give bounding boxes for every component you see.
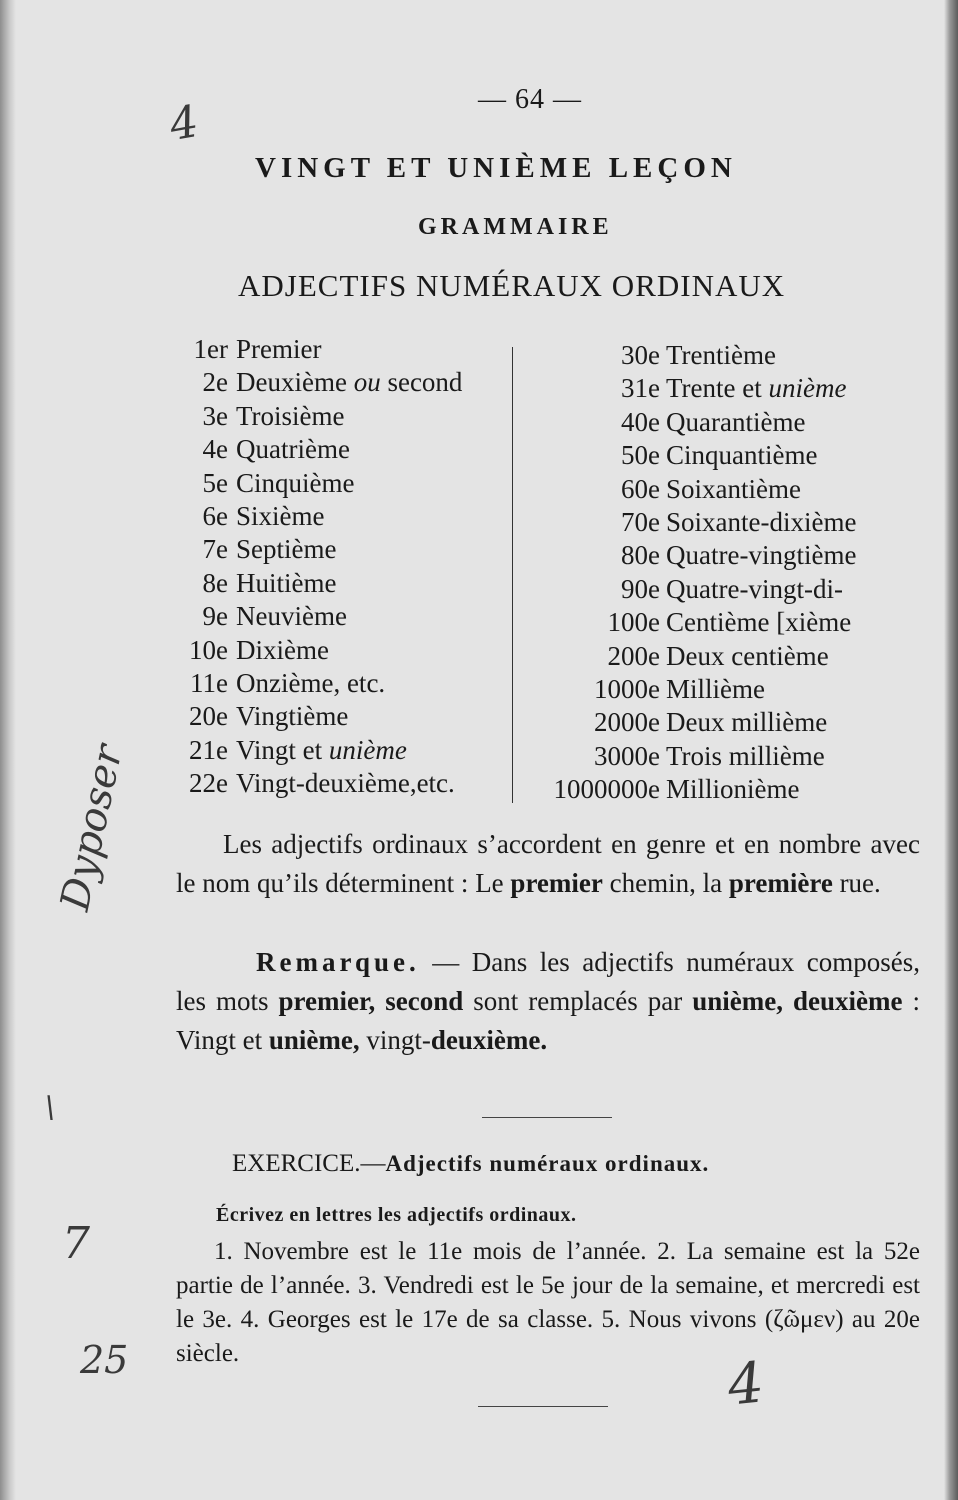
ordinal-word: Deux centième <box>666 640 829 671</box>
handwritten-mark: \ <box>45 1090 56 1125</box>
ordinal-number: 7e <box>202 534 228 565</box>
ordinal-row <box>520 740 920 773</box>
ordinal-word: Centième [xième <box>666 607 852 638</box>
ordinals-table <box>180 333 920 803</box>
ordinal-number: 3e <box>202 400 228 431</box>
ordinal-number: 40e <box>621 406 660 437</box>
ordinal-number: 1er <box>193 334 228 364</box>
handwritten-grade: 4 <box>724 1350 767 1419</box>
ordinal-row <box>180 333 520 366</box>
ordinal-word: Trois millième <box>666 740 825 771</box>
ordinal-number: 6e <box>202 500 228 531</box>
ordinal-word: Vingtième <box>236 701 349 732</box>
section-title: GRAMMAIRE <box>418 214 613 240</box>
ordinal-row <box>520 473 920 506</box>
ordinal-number: 3000e <box>594 740 660 771</box>
ordinal-word: Neuvième <box>236 601 347 632</box>
ordinal-row <box>520 773 920 806</box>
remark-paragraph: Remarque. — Dans les adjectifs numéraux composés, les mots premier, second sont remplacés par unième, deuxième : Vingt et unième, vingt-deuxième. <box>176 947 920 1055</box>
ordinal-number: 60e <box>621 473 660 504</box>
ordinal-row <box>520 506 920 539</box>
ordinal-row <box>520 439 920 472</box>
page-number: — 64 — <box>478 84 582 115</box>
ordinal-number: 8e <box>202 567 228 598</box>
ordinal-number: 100e <box>607 607 660 638</box>
handwritten-corner-mark: 4 <box>165 95 203 152</box>
ordinal-number: 2e <box>202 367 228 398</box>
ordinal-word: Millième <box>666 673 765 704</box>
ordinal-word: Deux millième <box>666 707 828 738</box>
exercise-instruction: Écrivez en lettres les adjectifs ordinaux. <box>216 1204 577 1226</box>
ordinals-column-left <box>180 333 520 800</box>
ordinal-word: Cinquième <box>236 467 355 498</box>
ordinal-number: 80e <box>621 540 660 571</box>
ordinal-word: Troisième <box>236 400 345 431</box>
lesson-title: VINGT ET UNIÈME LEÇON <box>255 152 737 184</box>
ordinal-number: 50e <box>621 440 660 471</box>
ordinal-row <box>520 539 920 572</box>
ordinal-row <box>180 500 520 533</box>
ordinal-row <box>520 673 920 706</box>
ordinals-column-right <box>520 339 920 806</box>
ordinal-word: Vingt et unième <box>236 734 407 765</box>
handwritten-margin-note: Dyposer <box>52 740 132 915</box>
ordinal-number: 1000000e <box>553 774 660 805</box>
ordinal-row <box>180 366 520 399</box>
rule-paragraph: Les adjectifs ordinaux s’accordent en genre et en nombre avec le nom qu’ils déterminent : Le premier chemin, la première rue. <box>176 829 920 898</box>
ordinal-row <box>520 606 920 639</box>
ordinal-word: Quatre-vingt-di- <box>666 573 843 604</box>
page-edge-shadow <box>944 0 958 1500</box>
ordinal-row <box>520 372 920 405</box>
ordinal-word: Quatre-vingtième <box>666 540 857 571</box>
ordinal-word: Dixième <box>236 634 329 665</box>
ordinal-word: Septième <box>236 534 337 565</box>
ordinal-word: Vingt-deuxième,etc. <box>236 768 455 799</box>
ordinal-number: 22e <box>189 768 228 799</box>
ordinal-word: Quatrième <box>236 434 350 465</box>
ordinal-row <box>180 600 520 633</box>
ordinal-row <box>180 533 520 566</box>
ordinal-row <box>520 640 920 673</box>
ordinal-word: Sixième <box>236 500 325 531</box>
ordinal-word: Cinquantième <box>666 440 818 471</box>
column-divider <box>512 347 513 803</box>
ordinal-row <box>180 634 520 667</box>
topic-heading: ADJECTIFS NUMÉRAUX ORDINAUX <box>238 268 786 303</box>
ordinal-number: 1000e <box>594 673 660 704</box>
ordinal-word: Trente et unième <box>666 373 847 404</box>
ordinal-row <box>180 433 520 466</box>
ordinal-number: 5e <box>202 467 228 498</box>
exercise-text: 1. Novembre est le 11e mois de l’année. 2. La semaine est la 52e partie de l’année. 3. Vendredi est le 5e jour de la semaine, et mercredi est le 3e. 4. Georges est le 17e de sa classe. 5. Nous vivons (ζῶμεν) au 20e siècle. <box>176 1238 920 1367</box>
ordinal-row <box>180 700 520 733</box>
ordinal-row <box>520 406 920 439</box>
ordinal-row <box>180 767 520 800</box>
ordinal-number: 31e <box>621 373 660 404</box>
ordinal-number: 70e <box>621 506 660 537</box>
ordinal-number: 4e <box>202 434 228 465</box>
ordinal-number: 21e <box>189 734 228 765</box>
ordinal-word: Trentième <box>666 340 776 370</box>
ordinal-word: Onzième, etc. <box>236 667 386 698</box>
book-spine-shadow <box>0 0 16 1500</box>
ordinal-number: 9e <box>202 601 228 632</box>
ordinal-number: 11e <box>190 667 228 698</box>
remark-label: Remarque. <box>256 947 420 977</box>
ordinal-number: 200e <box>607 640 660 671</box>
separator-rule <box>478 1406 608 1407</box>
ordinal-word: Premier <box>236 334 322 364</box>
ordinal-word: Soixantième <box>666 473 801 504</box>
ordinal-number: 30e <box>621 340 660 370</box>
ordinal-word: Soixante-dixième <box>666 506 857 537</box>
handwritten-mark: 7 <box>62 1218 90 1269</box>
ordinal-number: 20e <box>189 701 228 732</box>
ordinal-number: 10e <box>189 634 228 665</box>
exercise-title: EXERCICE.—Adjectifs numéraux ordinaux. <box>232 1150 710 1177</box>
ordinal-number: 90e <box>621 573 660 604</box>
ordinal-word: Deuxième ou second <box>236 367 463 398</box>
ordinal-row <box>520 339 920 372</box>
ordinal-word: Huitième <box>236 567 337 598</box>
ordinal-word: Millionième <box>666 774 800 805</box>
ordinal-row <box>520 706 920 739</box>
ordinal-row <box>520 573 920 606</box>
handwritten-mark: 25 <box>80 1338 129 1382</box>
ordinal-row <box>180 400 520 433</box>
ordinal-word: Quarantième <box>666 406 806 437</box>
ordinal-row <box>180 567 520 600</box>
ordinal-row <box>180 667 520 700</box>
separator-rule <box>482 1117 612 1118</box>
ordinal-number: 2000e <box>594 707 660 738</box>
ordinal-row <box>180 467 520 500</box>
ordinal-row <box>180 734 520 767</box>
